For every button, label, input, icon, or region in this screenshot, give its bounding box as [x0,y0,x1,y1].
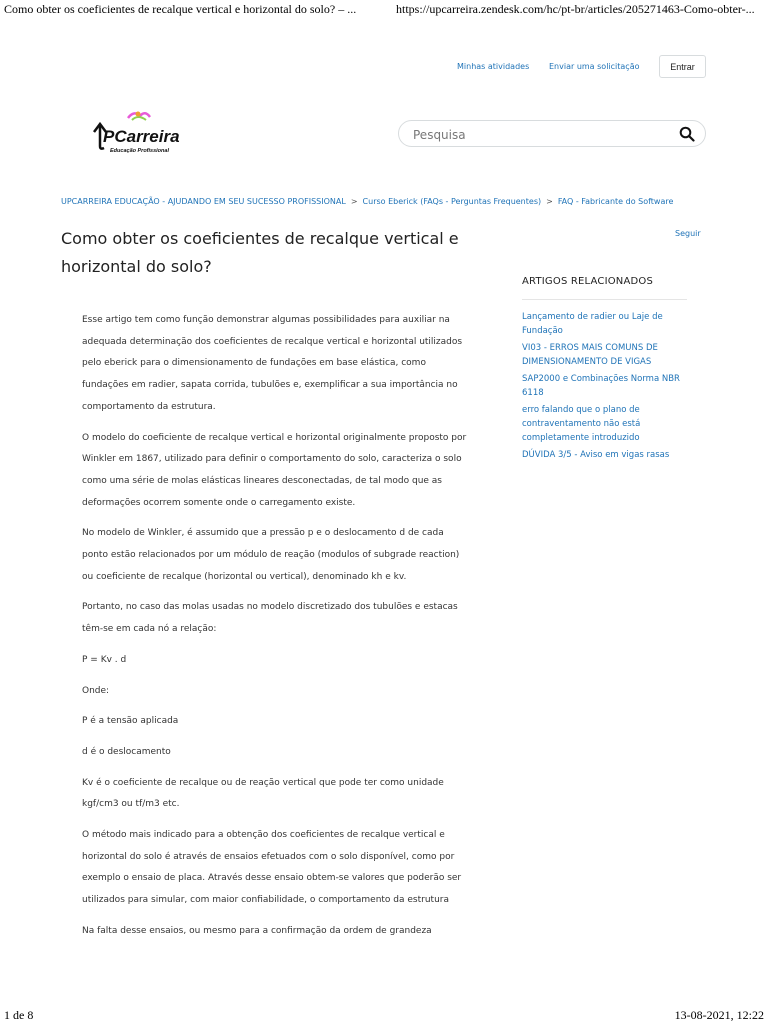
article-paragraph: P é a tensão aplicada [82,716,179,727]
article-title: Como obter os coeficientes de recalque vertical e horizontal do solo? [61,229,459,276]
print-footer [4,1008,764,1022]
print-header [4,2,764,16]
upcarreira-logo[interactable] [88,108,198,156]
upcarreira-logo-graphic [88,108,198,156]
related-articles [522,276,687,465]
article-formula: P = Kv . d [82,654,127,665]
follow-link[interactable]: Seguir [675,229,701,238]
print-page-number: 1 de 8 [4,1008,34,1022]
article-paragraph: O método mais indicado para a obtenção dos coeficientes de recalque vertical e horizontal do solo é através de ensaios efetuados com o solo disponível, como por exemplo o ensaio de placa. Através desse ensaio obtem-se valores que poderão ser utilizados para simular, com maior confiabilidade, o comportamento da estrutura [82,830,462,906]
sign-in-button[interactable]: Entrar [659,55,706,78]
article-paragraph: Portanto, no caso das molas usadas no modelo discretizado dos tubulões e estacas têm-se em cada nó a relação: [82,602,458,635]
article-paragraph: Na falta desse ensaios, ou mesmo para a confirmação da ordem de grandeza [82,925,432,936]
breadcrumb-item-course[interactable]: Curso Eberick (FAQs - Perguntas Frequentes) [362,197,542,206]
search-input[interactable] [411,125,665,144]
article-paragraph: Esse artigo tem como função demonstrar algumas possibilidades para auxiliar na adequada determinação dos coeficientes de recalque vertical e horizontal utilizados pelo eberick para o dimensionamento de fundações em base elástica, como fundações em radier, sapata corrida, tubulões e, exemplificar a sua importância no comportamento da estrutura. [82,315,463,412]
top-nav [0,56,768,80]
breadcrumb [61,197,673,206]
my-activities-link[interactable]: Minhas atividades [457,62,530,71]
article-paragraph: O modelo do coeficiente de recalque vertical e horizontal originalmente proposto por Winkler em 1867, utilizado para definir o comportamento do solo, caracteriza o solo como uma série de molas elásticas lineares desconectadas, de tal modo que as deformações ocorrem somente onde o carregamento existe. [82,432,467,508]
search-icon[interactable] [679,126,695,142]
breadcrumb-separator: > [350,197,358,206]
related-article-link[interactable]: SAP2000 e Combinações Norma NBR 6118 [522,374,680,398]
breadcrumb-separator: > [546,197,553,206]
article-paragraph: No modelo de Winkler, é assumido que a pressão p e o deslocamento d de cada ponto estão relacionados por um módulo de reação (modulos of subgrade reaction) ou coeficiente de recalque (horizontal ou vertical), denominado kh e kv. [82,528,460,582]
related-article-link[interactable]: erro falando que o plano de contraventamento não está completamente introduzido [522,405,641,443]
print-datetime: 13-08-2021, 12:22 [674,1008,764,1022]
article-paragraph: Onde: [82,685,110,696]
breadcrumb-item-home[interactable]: UPCARREIRA EDUCAÇÃO - AJUDANDO EM SEU SUCESSO PROFISSIONAL [61,197,346,206]
print-page-title: Como obter os coeficientes de recalque vertical e horizontal do solo? – ... [4,2,357,16]
article-paragraph: d é o deslocamento [82,746,171,757]
related-article-link[interactable]: DÚVIDA 3/5 - Aviso em vigas rasas [522,450,670,460]
related-article-link[interactable]: VI03 - ERROS MAIS COMUNS DE DIMENSIONAMENTO DE VIGAS [522,343,658,367]
svg-text:Educação Profissional: Educação Profissional [110,148,169,154]
related-article-link[interactable]: Lançamento de radier ou Laje de Fundação [522,312,663,336]
submit-request-link[interactable]: Enviar uma solicitação [549,62,640,71]
search-box[interactable] [398,120,706,147]
svg-text:PCarreira: PCarreira [103,127,180,146]
print-page-url: https://upcarreira.zendesk.com/hc/pt-br/articles/205271463-Como-obter-... [396,2,755,16]
article-body [82,310,472,952]
article-paragraph: Kv é o coeficiente de recalque ou de reação vertical que pode ter como unidade kgf/cm3 ou tf/m3 etc. [82,777,444,810]
related-articles-list [522,310,687,462]
breadcrumb-item-faq[interactable]: FAQ - Fabricante do Software [557,197,674,206]
related-articles-heading: ARTIGOS RELACIONADOS [522,276,687,300]
